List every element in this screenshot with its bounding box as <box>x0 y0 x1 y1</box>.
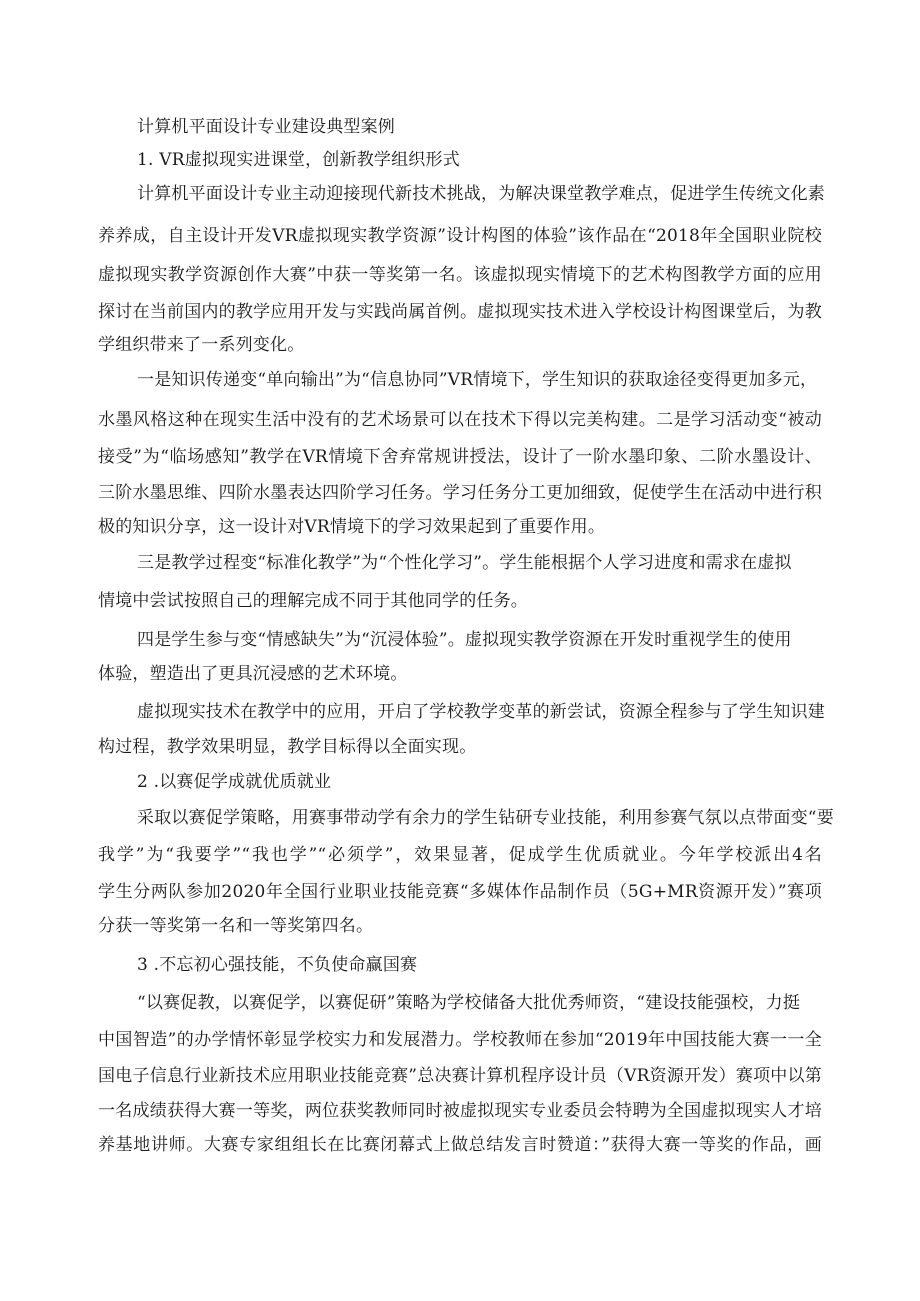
section-heading-1: 1. VR虚拟现实进课堂，创新教学组织形式 <box>137 150 460 170</box>
paragraph-line: 我学”为“我要学”“我也学”“必须学”，效果显著，促成学生优质就业。今年学校派出4名 <box>98 845 822 865</box>
paragraph-line: 接受”为“临场感知”教学在VR情境下舍弃常规讲授法，设计了一阶水墨印象、二阶水墨设计、 <box>98 447 822 467</box>
paragraph-line: 养养成，自主设计开发VR虚拟现实教学资源”设计构图的体验”该作品在“2018年全国职业院校 <box>98 226 822 246</box>
paragraph-line: 计算机平面设计专业主动迎接现代新技术挑战，为解决课堂教学难点，促进学生传统文化素 <box>137 184 825 204</box>
paragraph-line: 虚拟现实教学资源创作大赛”中获一等奖第一名。该虚拟现实情境下的艺术构图教学方面的应用 <box>98 265 822 285</box>
paragraph-line: 采取以赛促学策略，用赛事带动学有余力的学生钻研专业技能，利用参赛气氛以点带面变“要 <box>137 808 834 828</box>
paragraph-line: 一是知识传递变“单向输出”为“信息协同”VR情境下，学生知识的获取途径变得更加多元， <box>137 370 818 390</box>
paragraph-line: 四是学生参与变“情感缺失”为“沉浸体验”。虚拟现实教学资源在开发时重视学生的使用 <box>137 630 792 650</box>
paragraph-line: 学生分两队参加2020年全国行业职业技能竞赛“多媒体作品制作员（5G+MR资源开发）”赛项 <box>98 882 822 902</box>
paragraph-line: 国电子信息行业新技术应用职业技能竞赛”总决赛计算机程序设计员（VR资源开发）赛项中以第 <box>98 1066 822 1086</box>
paragraph-line: 学组织带来了一系列变化。 <box>98 335 305 355</box>
paragraph-line: 极的知识分享，这一设计对VR情境下的学习效果起到了重要作用。 <box>98 517 606 537</box>
paragraph-line: 三是教学过程变“标准化教学”为“个性化学习”。学生能根据个人学习进度和需求在虚拟 <box>137 553 792 573</box>
paragraph-line: 虚拟现实技术在教学中的应用，开启了学校教学变革的新尝试，资源全程参与了学生知识建 <box>137 702 825 722</box>
paragraph-line: 养基地讲师。大赛专家组组长在比赛闭幕式上做总结发言时赞道：”获得大赛一等奖的作品，画 <box>98 1135 822 1155</box>
section-heading-3: 3 .不忘初心强技能，不负使命赢国赛 <box>137 955 418 975</box>
paragraph-line: 构过程，教学效果明显，教学目标得以全面实现。 <box>98 737 477 757</box>
paragraph-line: 探讨在当前国内的教学应用开发与实践尚属首例。虚拟现实技术进入学校设计构图课堂后，为教 <box>98 302 822 322</box>
paragraph-line: 三阶水墨思维、四阶水墨表达四阶学习任务。学习任务分工更加细致，促使学生在活动中进行积 <box>98 483 822 503</box>
paragraph-line: 体验，塑造出了更具沉浸感的艺术环境。 <box>98 664 408 684</box>
section-heading-2: 2 .以赛促学成就优质就业 <box>137 772 332 792</box>
paragraph-line: 水墨风格这种在现实生活中没有的艺术场景可以在技术下得以完美构建。二是学习活动变“被动 <box>98 410 822 430</box>
paragraph-line: 分获一等奖第一名和一等奖第四名。 <box>98 916 374 936</box>
document-title: 计算机平面设计专业建设典型案例 <box>137 117 395 137</box>
paragraph-line: “以赛促教，以赛促学，以赛促研”策略为学校储备大批优秀师资，“建设技能强校，力挺 <box>137 993 801 1013</box>
paragraph-line: 一名成绩获得大赛一等奖，两位获奖教师同时被虚拟现实专业委员会特聘为全国虚拟现实人才培 <box>98 1101 822 1121</box>
paragraph-line: 中国智造”的办学情怀彰显学校实力和发展潜力。学校教师在参加“2019年中国技能大赛一一全 <box>98 1030 822 1050</box>
paragraph-line: 情境中尝试按照自己的理解完成不同于其他同学的任务。 <box>98 591 528 611</box>
